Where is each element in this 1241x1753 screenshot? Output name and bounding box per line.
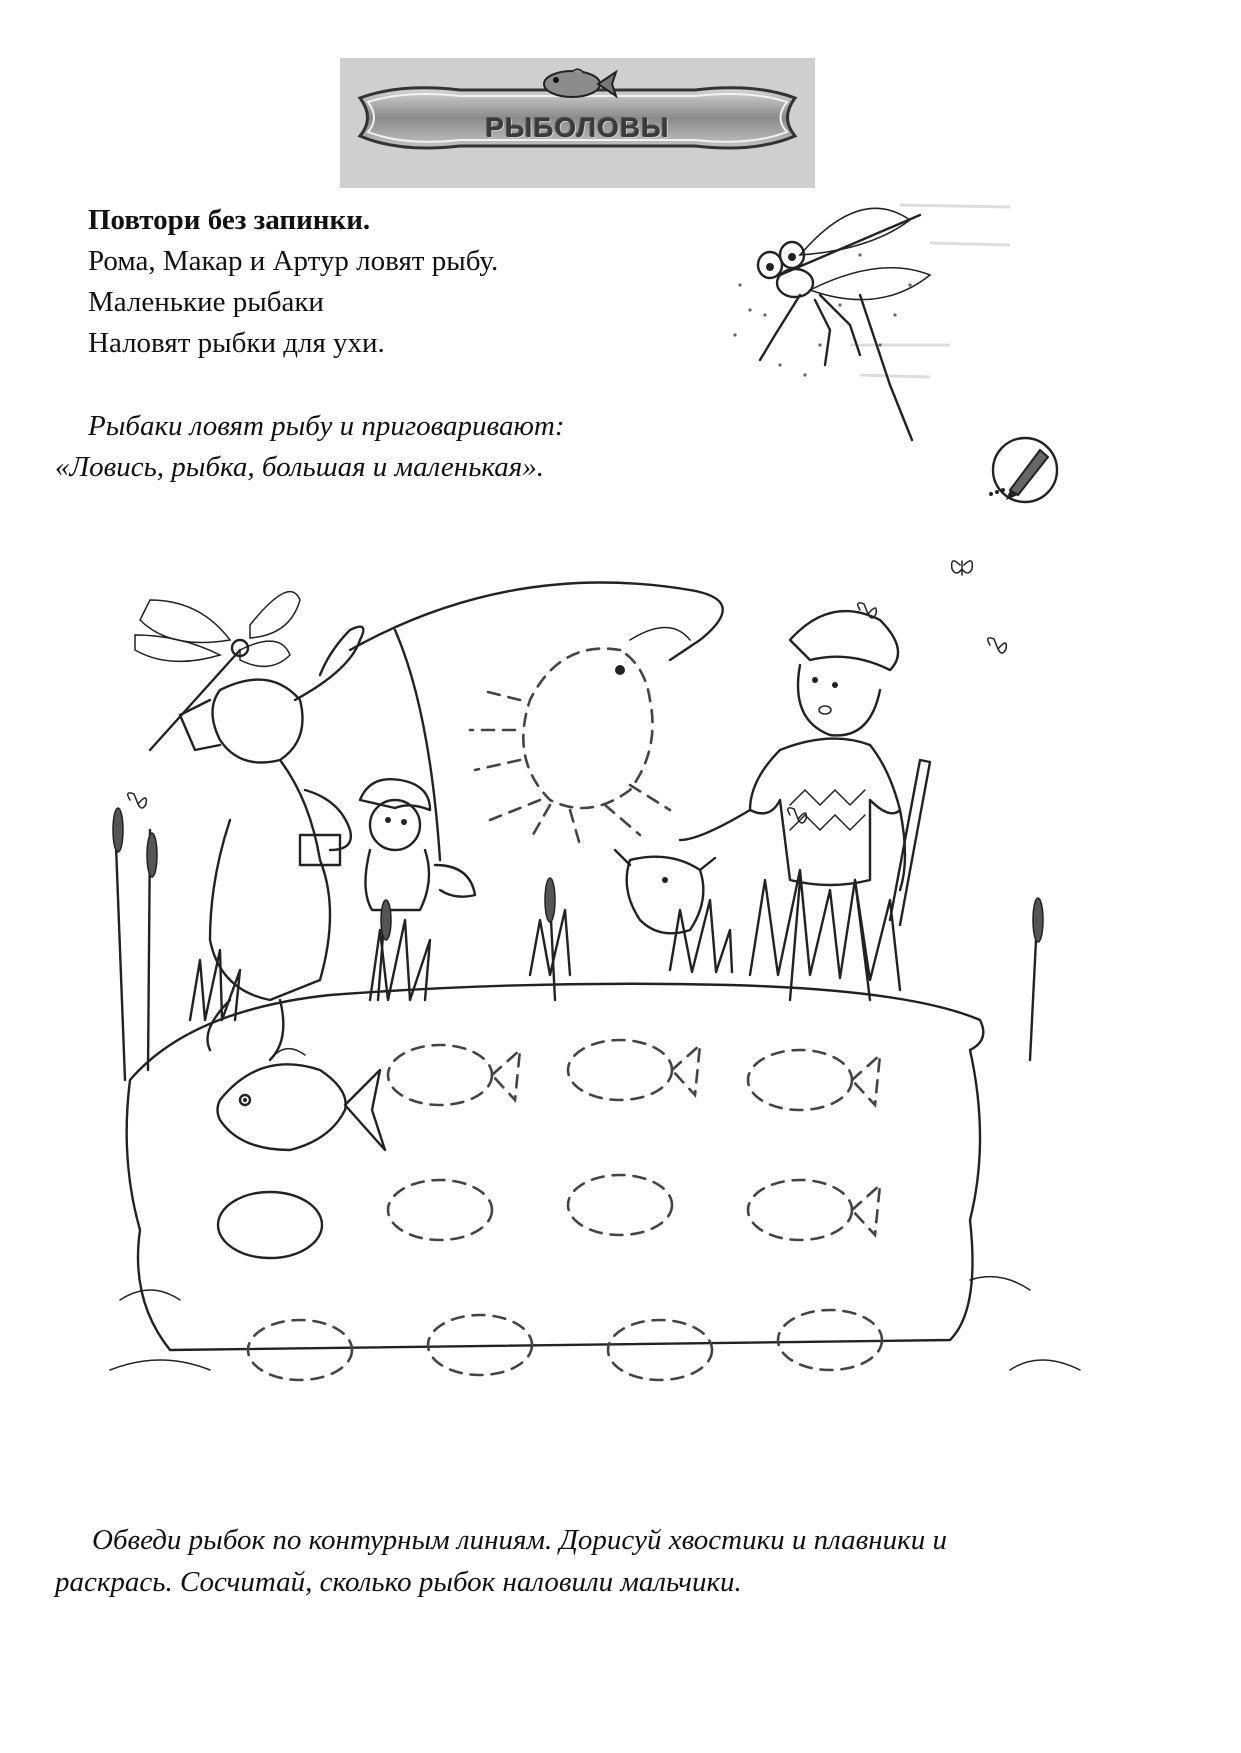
fish-icon bbox=[218, 1049, 386, 1150]
reed-icon bbox=[378, 900, 391, 1000]
traceable-fish-outline bbox=[388, 1180, 492, 1240]
butterfly-icon bbox=[952, 561, 973, 575]
poem-line: Маленькие рыбаки bbox=[88, 286, 324, 318]
dragonfly-icon bbox=[135, 592, 300, 750]
boy-figure bbox=[360, 779, 475, 910]
butterfly-icon bbox=[128, 793, 147, 808]
pond-illustration bbox=[110, 580, 1090, 1460]
traceable-fish-outline bbox=[218, 1192, 322, 1258]
butterfly-icon bbox=[988, 638, 1007, 653]
traceable-fish-outline bbox=[608, 1320, 712, 1380]
task-instruction: Обведи рыбок по контурным линиям. Дорисуй хвостики и плавники и bbox=[92, 1524, 947, 1556]
intro-text: Рыбаки ловят рыбу и приговаривают: bbox=[88, 410, 565, 442]
reed-icon bbox=[545, 878, 555, 1000]
boy-figure bbox=[680, 611, 930, 1000]
page-title: РЫБОЛОВЫ bbox=[485, 112, 670, 143]
poem-line: Наловят рыбки для ухи. bbox=[88, 327, 385, 359]
poem-line: Рома, Макар и Артур ловят рыбу. bbox=[88, 245, 499, 277]
intro-quote: «Ловись, рыбка, большая и маленькая». bbox=[55, 451, 544, 483]
reed-icon bbox=[113, 808, 157, 1080]
traceable-fish-outline bbox=[388, 1045, 520, 1105]
dragonfly-icon bbox=[733, 208, 930, 440]
pencil-icon bbox=[989, 438, 1057, 502]
traceable-fish-outline bbox=[470, 649, 670, 845]
poem-heading: Повтори без запинки. bbox=[88, 204, 371, 236]
reed-icon bbox=[1030, 898, 1043, 1060]
traceable-fish-outline bbox=[568, 1040, 700, 1100]
decor-top-right bbox=[720, 195, 1080, 595]
traceable-fish-outline bbox=[748, 1180, 880, 1240]
traceable-fish-outline bbox=[568, 1175, 672, 1235]
traceable-fish-outline bbox=[748, 1050, 880, 1110]
task-instruction: раскрась. Сосчитай, сколько рыбок наловили мальчики. bbox=[55, 1566, 742, 1598]
dog-figure bbox=[615, 850, 715, 933]
